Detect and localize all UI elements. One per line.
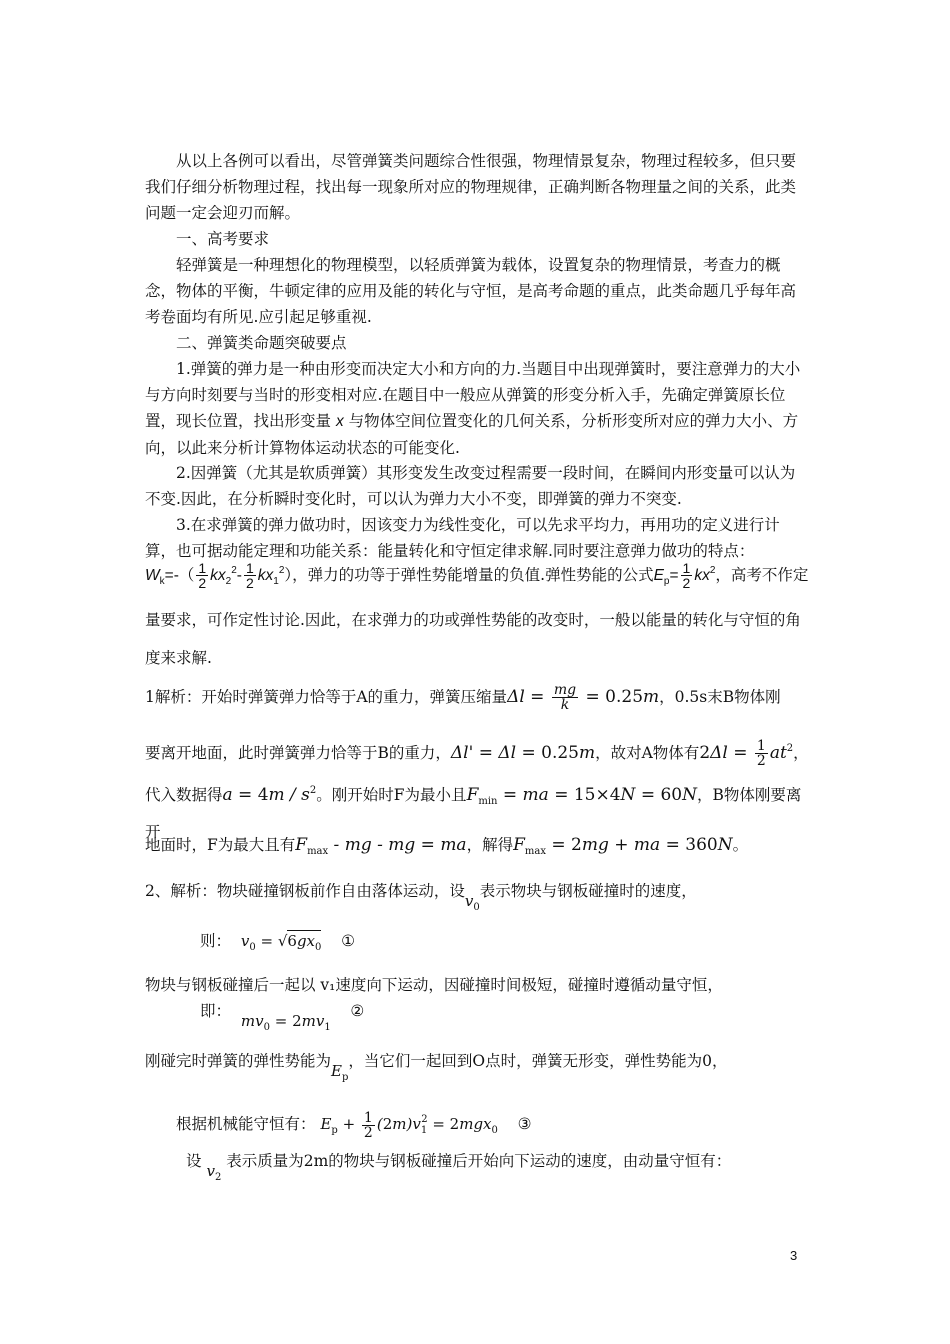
solution-2-text-5a: 设 (186, 1152, 202, 1170)
kinematics-formula: 2Δl = $\frac{1}{2}$ $at^2$ (699, 738, 794, 769)
momentum-formula: $mv_0 = 2mv_1$ (240, 1012, 331, 1033)
solution-1-text-3c: ，B物体刚要离开 (145, 786, 802, 841)
work-formula: $W_k=-$（ $\frac{1}{2}$ $kx_2^2-$ $\frac{1}{2}$ $kx_1^2$） (145, 560, 293, 592)
point-3-mid-text: ，弹力的功等于弹性势能增量的负值.弹性势能的公式 (292, 566, 654, 584)
solution-1-text-1a: 1解析：开始时弹簧弹力恰等于A的重力，弹簧压缩量 (145, 688, 508, 706)
ie-label: 即： (200, 1002, 232, 1020)
point-3-text: 3.在求弹簧的弹力做功时，因该变力为线性变化，可以先求平均力，再用功的定义进行计算，也可据动能定理和功能关系：能量转化和守恒定律求解.同时要注意弹力做功的特点： (145, 516, 780, 560)
v2-symbol: $v_2$ (206, 1162, 222, 1183)
then-label: 则： (200, 932, 232, 950)
solution-2-line-1 (145, 876, 810, 923)
solution-2-line-5 (186, 1146, 826, 1193)
fmin-formula: $F_{min}$ = ma = 15×4N = 60N (466, 785, 697, 807)
solution-1-text-1b: ，0.5s末B物体刚 (659, 688, 781, 706)
extension-formula: Δl' = Δl = 0.25m (450, 743, 596, 763)
solution-2-line-3 (145, 1046, 810, 1093)
solution-2-eq-1 (200, 926, 865, 963)
requirements-paragraph: 轻弹簧是一种理想化的物理模型，以轻质弹簧为载体，设置复杂的物理情景，考查力的概念，物体的平衡，牛顿定律的应用及能的转化与守恒，是高考命题的重点，此类命题几乎每年高考卷面均有所见.应引起足够重视. (145, 256, 797, 326)
solution-1-line-1 (145, 682, 810, 712)
fmax-equation: $F_{max}$ - mg - mg = ma (295, 835, 467, 857)
solution-2-text-3b: ，当它们一起回到O点时，弹簧无形变，弹性势能为0， (348, 1052, 728, 1070)
heading-key-points: 二、弹簧类命题突破要点 (176, 334, 347, 352)
ep-symbol: $E_p$ (331, 1062, 349, 1083)
point-1-text-b: 与物体空间位置变化的几何关系，分析形变所对应的弹力大小、方向，以此来分析计算物体运动状态的可能变化. (145, 412, 799, 457)
v0-formula: $v_0 = √6gx_0$ (240, 932, 322, 953)
solution-1-text-2a: 要离开地面，此时弹簧弹力恰等于B的重力， (145, 744, 451, 762)
solution-2-eq-2 (200, 996, 865, 1043)
solution-2-text-5b: 表示质量为2m的物块与钢板碰撞后开始向下运动的速度，由动量守恒有： (226, 1152, 732, 1170)
point-1-x: x (335, 413, 344, 430)
solution-1-line-2: 要离开地面，此时弹簧弹力恰等于B的重力，Δl' = Δl = 0.25m，故对A物体有2Δl = $\frac{1}{2}$ $at^2$， (145, 738, 809, 769)
fmax-result: $F_{max} = 2mg$ + ma = 360N (513, 835, 733, 857)
solution-1-line-4: 地面时，F为最大且有$F_{max}$ - mg - mg = ma，解得$F_{max} = 2mg$ + ma = 360N。 (145, 835, 749, 857)
circle-3: ③ (517, 1115, 532, 1133)
solution-2-line-2: 物块与钢板碰撞后一起以 v₁速度向下运动，因碰撞时间极短，碰撞时遵循动量守恒， (145, 976, 723, 994)
point-3-end-text-a: ，高考不作定量要求，可作定性讨论.因此，在求弹力的功或弹性势能的改变时，一般以能量的转化与守恒的角度来求解. (145, 566, 809, 667)
energy-label: 根据机械能守恒有： (176, 1115, 316, 1133)
heading-requirements: 一、高考要求 (176, 230, 270, 248)
circle-1: ① (341, 932, 356, 950)
solution-1-text-2b: ，故对A物体有 (595, 744, 700, 762)
intro-paragraph: 从以上各例可以看出，尽管弹簧类问题综合性很强，物理情景复杂，物理过程较多，但只要我们仔细分析物理过程，找出每一现象所对应的物理规律，正确判断各物理量之间的关系，此类问题一定会迎刃而解。 (145, 152, 797, 222)
solution-2-eq-3 (176, 1100, 841, 1151)
acceleration-formula: $a = 4m / s^2$ (222, 785, 317, 805)
elastic-energy-formula: $E_p=$ $\frac{1}{2}$ $kx^2$ (653, 560, 716, 592)
solution-1-text-3a: 代入数据得 (145, 786, 223, 804)
solution-2-text-3a: 刚碰完时弹簧的弹性势能为 (145, 1052, 332, 1070)
compression-formula: Δl = $\frac{mg}{k}$ = 0.25m (507, 682, 660, 713)
point-1-paragraph (145, 356, 810, 461)
solution-1-text-4a: 地面时，F为最大且有 (145, 836, 296, 854)
solution-1-text-3b: 。刚开始时F为最小且 (316, 786, 467, 804)
point-3-formula-line (145, 552, 810, 677)
energy-formula: $E_p$ + $\frac{1}{2}$ $(2m)v_1^2 = 2mgx_0$ (320, 1109, 498, 1141)
solution-2-text-1b: 表示物块与钢板碰撞时的速度， (479, 882, 697, 900)
v0-symbol: $v_0$ (464, 892, 480, 913)
point-1-text-a: 1.弹簧的弹力是一种由形变而决定大小和方向的力.当题目中出现弹簧时，要注意弹力的大小与方向时刻要与当时的形变相对应.在题目中一般应从弹簧的形变分析入手，先确定弹簧原长位置，现长位置，找出形变量 (145, 360, 801, 430)
solution-1-text-4b: ，解得 (466, 836, 514, 854)
circle-2: ② (350, 1002, 365, 1020)
solution-2-text-1: 2、解析：物块碰撞钢板前作自由落体运动，设 (145, 882, 465, 900)
point-2-paragraph: 2.因弹簧（尤其是软质弹簧）其形变发生改变过程需要一段时间，在瞬间内形变量可以认为不变.因此，在分析瞬时变化时，可以认为弹力大小不变，即弹簧的弹力不突变. (145, 464, 796, 508)
page-number: 3 (790, 1248, 798, 1263)
